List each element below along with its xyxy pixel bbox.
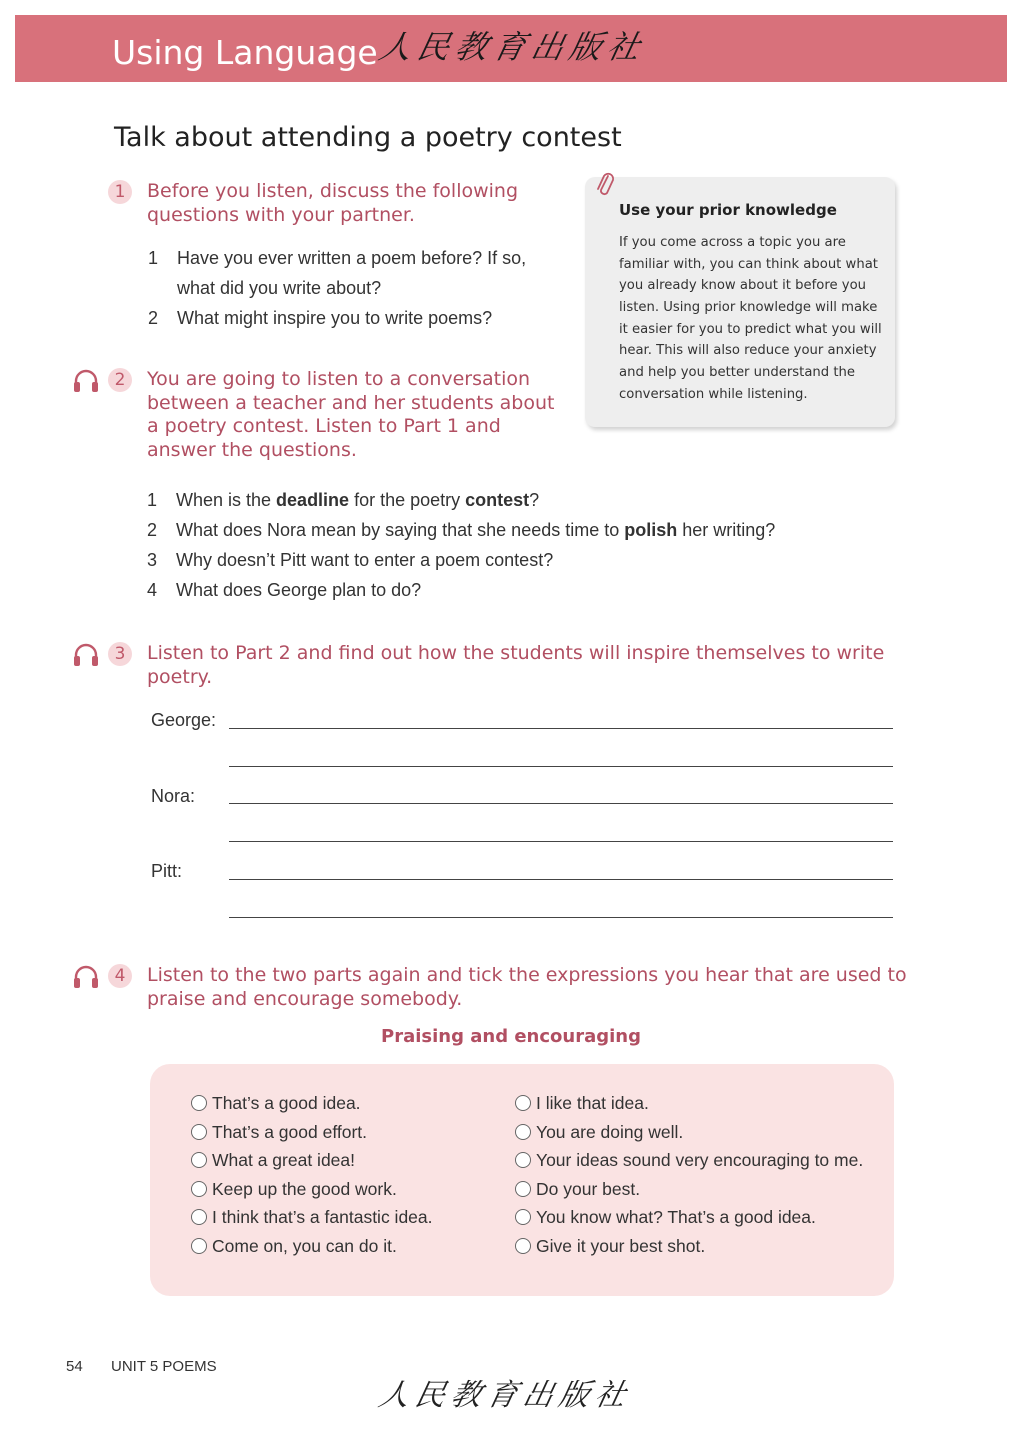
question-text: What might inspire you to write poems? xyxy=(177,308,493,328)
question-number: 2 xyxy=(147,520,158,540)
expression-item[interactable]: Keep up the good work. xyxy=(191,1179,397,1200)
question-text: what did you write about? xyxy=(177,278,382,298)
radio-circle[interactable] xyxy=(191,1124,207,1140)
question-text: Why doesn’t Pitt want to enter a poem contest? xyxy=(176,550,554,570)
question-text: Have you ever written a poem before? If so, xyxy=(177,248,527,268)
expression-item[interactable]: Come on, you can do it. xyxy=(191,1236,397,1257)
task-1-questions xyxy=(148,248,568,338)
question-number: 1 xyxy=(147,490,158,510)
fill-label-pitt: Pitt: xyxy=(151,861,183,881)
unit-label: UNIT 5 POEMS xyxy=(111,1358,217,1375)
tip-line: familiar with, you can think about what xyxy=(619,257,878,272)
tip-line: conversation while listening. xyxy=(619,387,808,402)
task-2-instruction-line: You are going to listen to a conversation xyxy=(147,368,531,390)
task-1-instruction xyxy=(147,180,518,227)
expression-item[interactable]: What a great idea! xyxy=(191,1150,355,1171)
radio-circle[interactable] xyxy=(515,1238,531,1254)
radio-circle[interactable] xyxy=(191,1152,207,1168)
expression-item[interactable]: You are doing well. xyxy=(515,1122,683,1143)
publisher-seal-footer: 人民教育出版社 xyxy=(375,1378,635,1413)
task-1-instruction-line: Before you listen, discuss the following xyxy=(147,180,519,202)
answer-line[interactable] xyxy=(229,879,893,880)
page-number: 54 xyxy=(66,1358,83,1375)
expression-item[interactable]: Your ideas sound very encouraging to me. xyxy=(515,1150,863,1171)
headphones-icon xyxy=(72,642,100,668)
page-header-title: Using Language xyxy=(112,33,378,72)
radio-circle[interactable] xyxy=(191,1238,207,1254)
task-2-instruction xyxy=(147,368,554,462)
section-title: Talk about attending a poetry contest xyxy=(114,122,622,153)
expressions-table-title: Praising and encouraging xyxy=(381,1026,641,1047)
question-number: 2 xyxy=(148,308,159,328)
headphones-icon xyxy=(72,368,100,394)
paperclip-icon xyxy=(594,170,616,200)
radio-circle[interactable] xyxy=(515,1152,531,1168)
task-2-number: 2 xyxy=(108,368,132,392)
question-text: What does Nora mean by saying that she needs time to polish her writing? xyxy=(176,520,776,540)
expression-item[interactable]: That’s a good effort. xyxy=(191,1122,367,1143)
task-3-number: 3 xyxy=(108,642,132,666)
task-2-instruction-line: answer the questions. xyxy=(147,438,357,461)
task-3-instruction xyxy=(147,642,884,689)
task-1-instruction-line: questions with your partner. xyxy=(147,203,415,226)
expression-item[interactable]: I think that’s a fantastic idea. xyxy=(191,1207,433,1228)
answer-line[interactable] xyxy=(229,841,893,842)
task-1-number: 1 xyxy=(108,180,132,204)
tip-line: listen. Using prior knowledge will make xyxy=(619,300,878,315)
tip-box xyxy=(585,177,895,427)
tip-line: it easier for you to predict what you will xyxy=(619,322,882,337)
tip-line: If you come across a topic you are xyxy=(619,235,846,250)
tip-line: hear. This will also reduce your anxiety xyxy=(619,343,877,358)
tip-line: and help you better understand the xyxy=(619,365,855,380)
expression-item[interactable]: You know what? That’s a good idea. xyxy=(515,1207,816,1228)
answer-line[interactable] xyxy=(229,728,893,729)
task-3-instruction-line: Listen to Part 2 and find out how the students will inspire themselves to write xyxy=(147,642,885,664)
tip-title: Use your prior knowledge xyxy=(619,201,837,219)
radio-circle[interactable] xyxy=(515,1209,531,1225)
radio-circle[interactable] xyxy=(515,1095,531,1111)
answer-line[interactable] xyxy=(229,803,893,804)
fill-label-nora: Nora: xyxy=(151,786,196,806)
question-number: 3 xyxy=(147,550,158,570)
task-2-instruction-line: between a teacher and her students about xyxy=(147,391,555,414)
radio-circle[interactable] xyxy=(191,1095,207,1111)
expressions-box xyxy=(150,1064,894,1296)
answer-line[interactable] xyxy=(229,917,893,918)
headphones-icon xyxy=(72,964,100,990)
expression-item[interactable]: Do your best. xyxy=(515,1179,640,1200)
question-number: 4 xyxy=(147,580,158,600)
answer-line[interactable] xyxy=(229,766,893,767)
expression-item[interactable]: That’s a good idea. xyxy=(191,1093,361,1114)
task-4-instruction-line: praise and encourage somebody. xyxy=(147,987,463,1010)
task-4-instruction xyxy=(147,964,907,1011)
radio-circle[interactable] xyxy=(191,1181,207,1197)
task-2-questions xyxy=(147,490,847,610)
task-4-instruction-line: Listen to the two parts again and tick the expressions you hear that are used to xyxy=(147,964,907,986)
expression-item[interactable]: I like that idea. xyxy=(515,1093,649,1114)
task-3-instruction-line: poetry. xyxy=(147,665,213,688)
fill-label-george: George: xyxy=(151,710,217,730)
expression-item[interactable]: Give it your best shot. xyxy=(515,1236,705,1257)
publisher-seal-header: 人民教育出版社 xyxy=(375,28,650,66)
tip-line: you already know about it before you xyxy=(619,278,867,293)
radio-circle[interactable] xyxy=(191,1209,207,1225)
radio-circle[interactable] xyxy=(515,1124,531,1140)
question-text: What does George plan to do? xyxy=(176,580,422,600)
task-2-instruction-line: a poetry contest. Listen to Part 1 and xyxy=(147,415,501,437)
question-number: 1 xyxy=(148,248,159,268)
radio-circle[interactable] xyxy=(515,1181,531,1197)
question-text: When is the deadline for the poetry contest? xyxy=(176,490,540,510)
task-4-number: 4 xyxy=(108,964,132,988)
